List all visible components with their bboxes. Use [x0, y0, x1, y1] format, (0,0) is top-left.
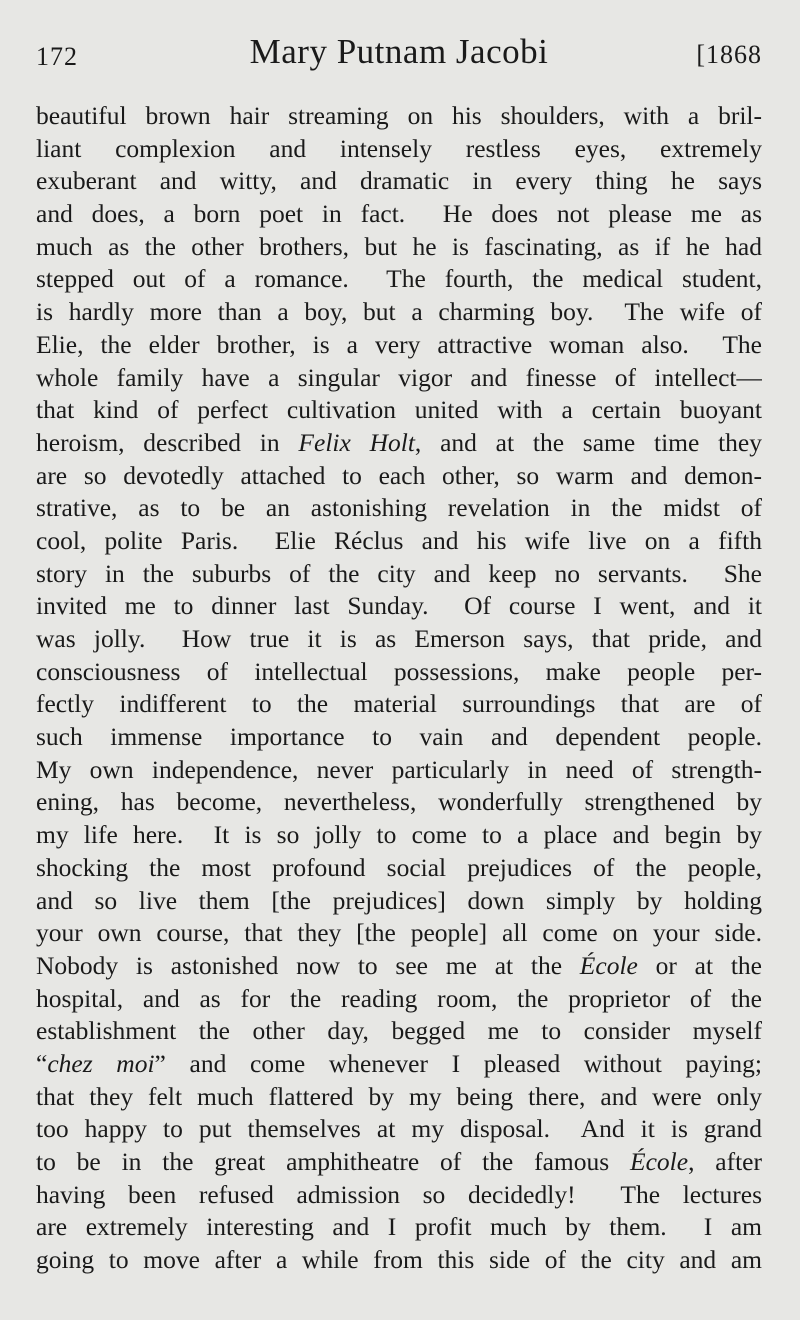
text-line: [36, 362, 762, 395]
text-segment: going to move after a while from this side of the city and am: [36, 1245, 762, 1275]
text-segment: invited me to dinner last Sunday. Of course I went, and it: [36, 591, 762, 621]
text-segment: shocking the most profound social prejudices of the people,: [36, 852, 762, 882]
text-segment: liant complexion and intensely restless eyes, extremely: [36, 133, 762, 163]
text-line: [36, 656, 762, 689]
text-segment: establishment the other day, begged me to consider myself: [36, 1016, 762, 1046]
text-line: [36, 296, 762, 329]
italic-text: École: [630, 1147, 689, 1176]
year-marker: [1868: [696, 40, 762, 69]
page-number: 172: [36, 42, 78, 71]
text-segment: is hardly more than a boy, but a charming boy. The wife of: [36, 297, 762, 327]
text-segment: that they felt much flattered by my being there, and were only: [36, 1081, 762, 1111]
text-line: [36, 1244, 762, 1277]
text-segment: whole family have a singular vigor and finesse of intellect—: [36, 362, 762, 392]
text-line: [36, 852, 762, 885]
text-segment: too happy to put themselves at my disposal. And it is grand: [36, 1114, 762, 1144]
italic-text: Felix Holt: [298, 427, 415, 457]
text-segment: your own course, that they [the people] all come on your side.: [36, 918, 762, 948]
text-line: [36, 492, 762, 525]
body-text: [36, 100, 762, 1277]
text-line: [36, 1015, 762, 1048]
text-line: [36, 231, 762, 264]
text-segment: that kind of perfect cultivation united with a certain buoyant: [36, 395, 762, 425]
text-line: [36, 885, 762, 918]
text-segment: exuberant and witty, and dramatic in every thing he says: [36, 166, 762, 196]
text-segment: fectly indifferent to the material surroundings that are of: [36, 689, 762, 719]
text-line: [36, 1048, 762, 1081]
text-line: [36, 983, 762, 1016]
text-line: [36, 1081, 762, 1114]
text-segment: heroism, described in: [36, 427, 299, 457]
italic-text: chez moi: [47, 1048, 155, 1078]
text-segment: or at the: [637, 950, 762, 980]
text-segment: beautiful brown hair streaming on his shoulders, with a bril-: [36, 101, 762, 130]
text-segment: Nobody is astonished now to see me at the: [36, 950, 580, 980]
text-line: [36, 198, 762, 231]
text-segment: “: [36, 1048, 48, 1078]
text-segment: are extremely interesting and I profit much by them. I am: [36, 1212, 762, 1242]
text-line: [36, 623, 762, 656]
text-segment: story in the suburbs of the city and keep no servants. She: [36, 558, 762, 588]
text-line: [36, 688, 762, 721]
text-segment: stepped out of a romance. The fourth, the medical student,: [36, 264, 762, 294]
text-line: [36, 329, 762, 362]
text-segment: , after: [688, 1147, 762, 1176]
text-line: [36, 1179, 762, 1212]
text-segment: and does, a born poet in fact. He does not please me as: [36, 199, 762, 229]
text-segment: consciousness of intellectual possessions, make people per-: [36, 656, 762, 686]
text-line: [36, 1211, 762, 1244]
text-line: [36, 427, 762, 460]
text-line: [36, 263, 762, 296]
text-line: [36, 525, 762, 558]
text-line: [36, 460, 762, 493]
text-line: [36, 917, 762, 950]
text-segment: was jolly. How true it is as Emerson says, that pride, and: [36, 624, 762, 653]
text-line: [36, 1113, 762, 1146]
italic-text: École: [579, 950, 638, 980]
text-segment: and so live them [the prejudices] down simply by holding: [36, 885, 762, 915]
text-segment: ening, has become, nevertheless, wonderfully strengthened by: [36, 787, 762, 817]
text-line: [36, 721, 762, 754]
text-line: [36, 590, 762, 623]
text-segment: ” and come whenever I pleased without paying;: [154, 1048, 762, 1078]
text-line: [36, 950, 762, 983]
text-segment: my life here. It is so jolly to come to a place and begin by: [36, 820, 762, 850]
text-segment: hospital, and as for the reading room, the proprietor of the: [36, 983, 762, 1013]
text-line: [36, 133, 762, 166]
text-line: [36, 819, 762, 852]
text-segment: having been refused admission so decidedly! The lectures: [36, 1179, 762, 1209]
running-title: Mary Putnam Jacobi: [249, 32, 549, 71]
text-segment: cool, polite Paris. Elie Réclus and his wife live on a fifth: [36, 525, 762, 555]
text-segment: Elie, the elder brother, is a very attractive woman also. The: [36, 329, 762, 359]
text-line: [36, 786, 762, 819]
text-segment: strative, as to be an astonishing revelation in the midst of: [36, 493, 762, 523]
text-line: [36, 165, 762, 198]
text-segment: My own independence, never particularly in need of strength-: [36, 754, 762, 784]
text-line: [36, 1146, 762, 1179]
text-line: [36, 754, 762, 787]
text-line: [36, 558, 762, 591]
text-segment: much as the other brothers, but he is fascinating, as if he had: [36, 231, 762, 261]
text-segment: , and at the same time they: [414, 427, 762, 457]
text-line: [36, 394, 762, 427]
text-segment: are so devotedly attached to each other, so warm and demon-: [36, 460, 762, 490]
page-header: [36, 28, 762, 78]
text-line: [36, 100, 762, 133]
text-segment: such immense importance to vain and dependent people.: [36, 722, 762, 752]
text-segment: to be in the great amphitheatre of the famous: [36, 1147, 630, 1176]
